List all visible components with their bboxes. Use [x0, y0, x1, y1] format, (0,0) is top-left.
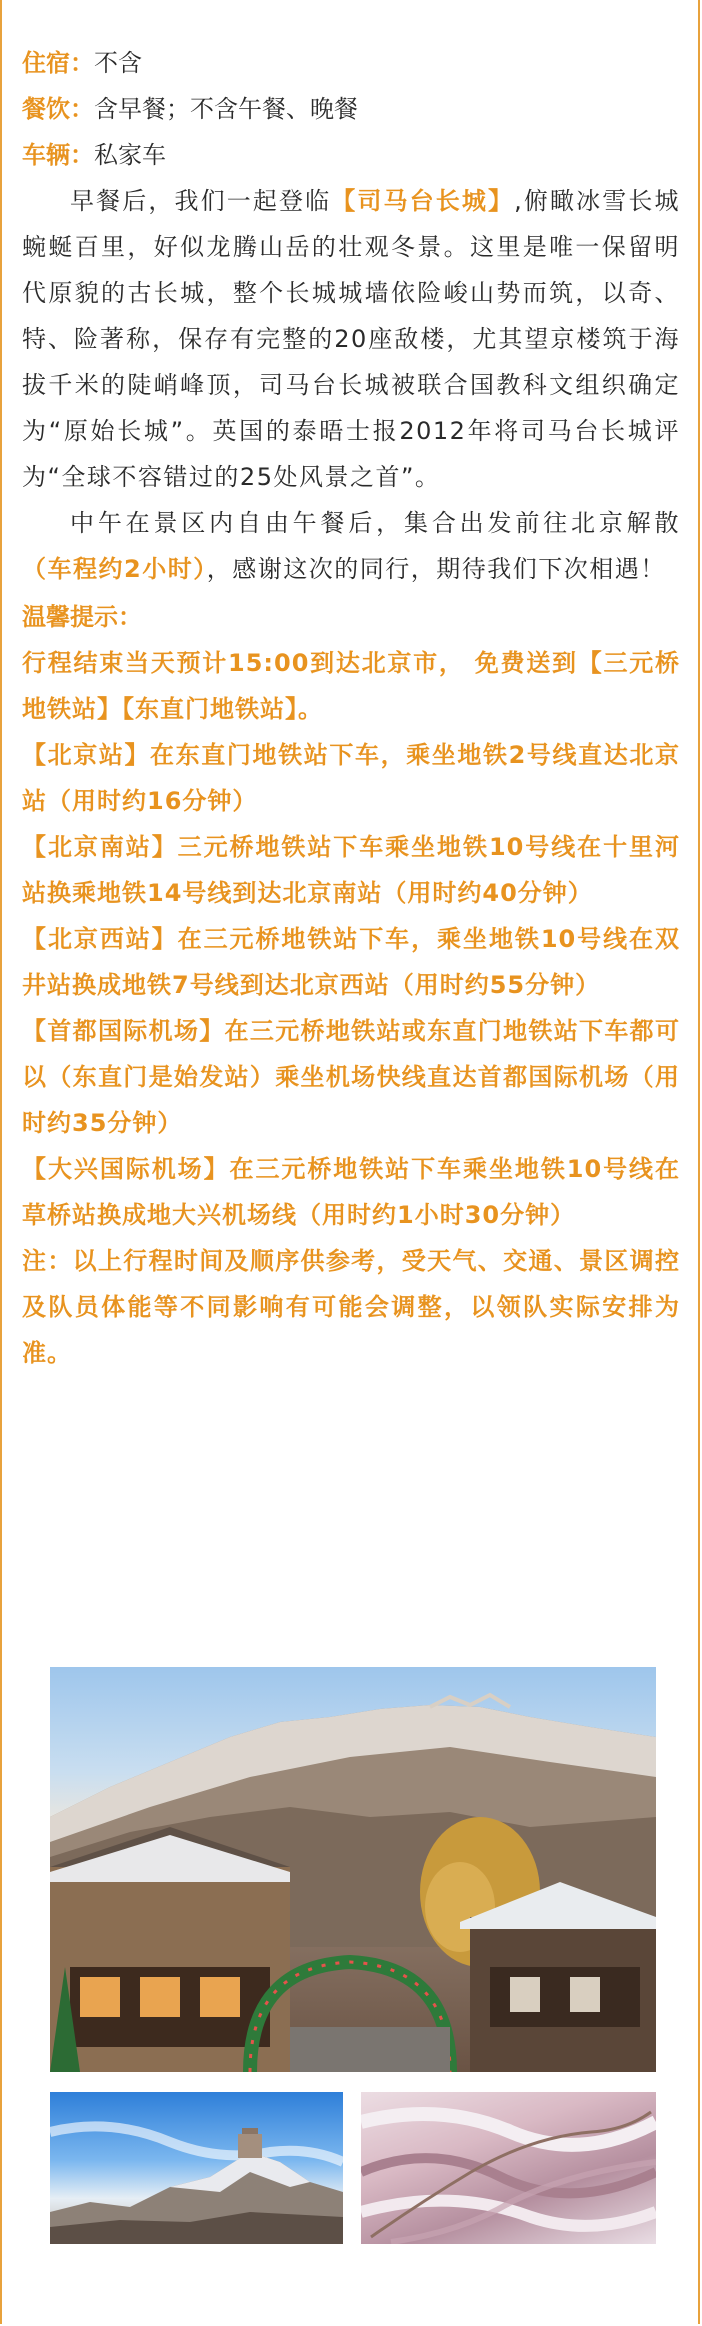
meta-vehicle	[22, 132, 680, 178]
para2-before: 中午在景区内自由午餐后，集合出发前往北京解散	[70, 509, 680, 537]
meta-vehicle-key: 车辆：	[22, 141, 94, 169]
para2-highlight: （车程约2小时）	[22, 555, 207, 583]
great-wall-watchtower-photo	[50, 2092, 343, 2244]
para1-after: ,俯瞰冰雪长城蜿蜒百里，好似龙腾山岳的壮观冬景。这里是唯一保留明代原貌的古长城，整个长城城墙依险峻山势而筑，以奇、特、险著称，保存有完整的20座敌楼，尤其望京楼筑于海拔千米的陡峭峰顶，司马台长城被联合国教科文组织确定为“原始长城”。英国的泰晤士报2012年将司马台长城评为“全球不容错过的25处风景之首”。	[22, 187, 680, 491]
snowy-great-wall-aerial-photo	[361, 2092, 656, 2244]
meta-lodging-key: 住宿：	[22, 49, 94, 77]
tip-line: 【北京站】在东直门地铁站下车，乘坐地铁2号线直达北京站（用时约16分钟）	[22, 741, 680, 815]
tip-line: 行程结束当天预计15:00到达北京市， 免费送到【三元桥地铁站】【东直门地铁站】。	[22, 649, 680, 723]
meta-vehicle-value: 私家车	[94, 141, 166, 169]
tip-line: 【大兴国际机场】在三元桥地铁站下车乘坐地铁10号线在草桥站换成地大兴机场线（用时约1小时30分钟）	[22, 1155, 680, 1229]
description-paragraph-1	[22, 178, 680, 500]
para2-after: ，感谢这次的同行，期待我们下次相遇！	[206, 555, 666, 583]
description-paragraph-2	[22, 500, 680, 592]
para1-before: 早餐后，我们一起登临	[70, 187, 332, 215]
great-wall-village-photo	[50, 1667, 656, 2072]
meta-meals	[22, 86, 680, 132]
tips-title: 温馨提示：	[22, 603, 142, 631]
para1-highlight: 【司马台长城】	[331, 187, 515, 215]
tip-note: 注：以上行程时间及顺序供参考，受天气、交通、景区调控及队员体能等不同影响有可能会调整，以领队实际安排为准。	[22, 1247, 680, 1367]
tip-line: 【北京西站】在三元桥地铁站下车，乘坐地铁10号线在双井站换成地铁7号线到达北京西站（用时约55分钟）	[22, 925, 680, 999]
meta-lodging	[22, 40, 680, 86]
tip-line: 【北京南站】三元桥地铁站下车乘坐地铁10号线在十里河站换乘地铁14号线到达北京南站（用时约40分钟）	[22, 833, 680, 907]
meta-meals-value: 含早餐；不含午餐、晚餐	[94, 95, 358, 123]
meta-lodging-value: 不含	[94, 49, 142, 77]
itinerary-content	[22, 40, 680, 1376]
meta-meals-key: 餐饮：	[22, 95, 94, 123]
tip-line: 【首都国际机场】在三元桥地铁站或东直门地铁站下车都可以（东直门是始发站）乘坐机场快线直达首都国际机场（用时约35分钟）	[22, 1017, 680, 1137]
